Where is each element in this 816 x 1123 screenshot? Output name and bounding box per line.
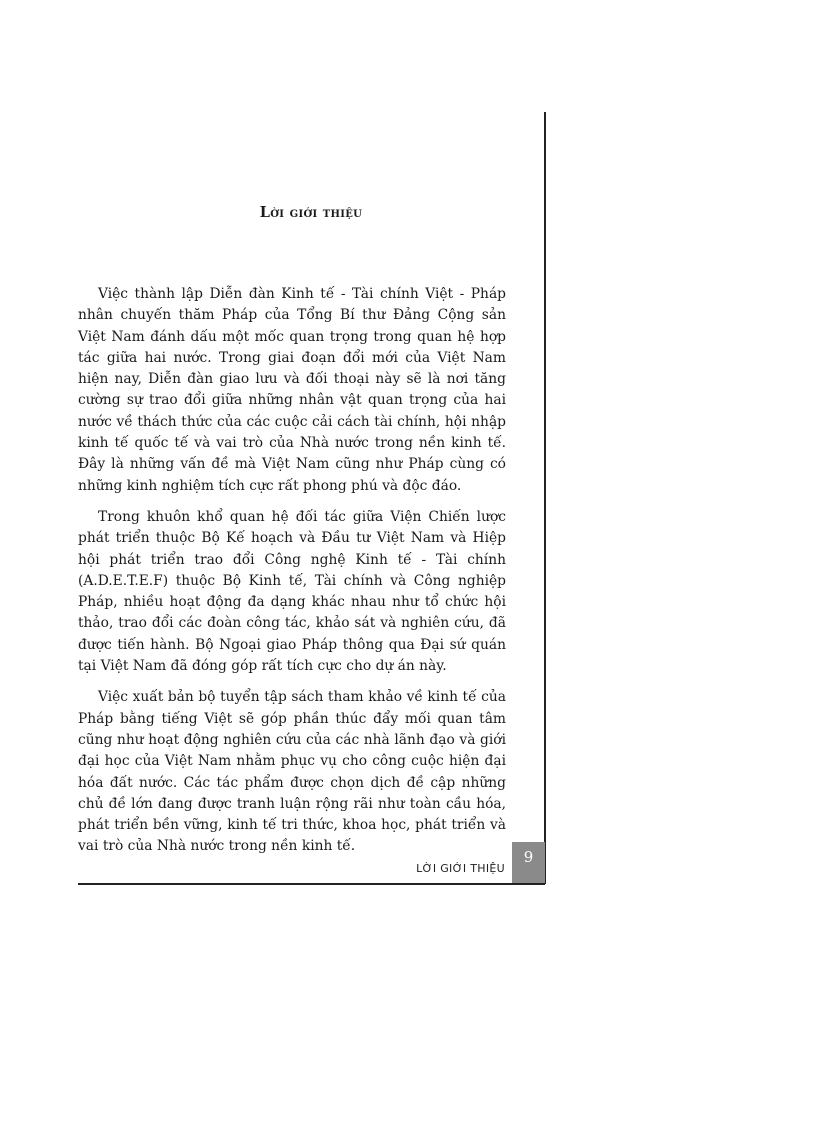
body-text — [78, 284, 506, 868]
footer-rule — [78, 883, 545, 885]
page-title: Lời giới thiệu — [259, 204, 363, 221]
running-footer-label: LỜI GIỚI THIỆU — [416, 862, 505, 875]
page-number: 9 — [512, 842, 545, 885]
paragraph-3: Việc xuất bản bộ tuyển tập sách tham khảo về kinh tế của Pháp bằng tiếng Việt sẽ góp phần thúc đẩy mối quan tâm cũng như hoạt động nghiên cứu của các nhà lãnh đạo và giới đại học của Việt Nam nhằm phục vụ cho công cuộc hiện đại hóa đất nước. Các tác phẩm được chọn dịch đề cập những chủ đề lớn đang được tranh luận rộng rãi như toàn cầu hóa, phát triển bền vững, kinh tế tri thức, khoa học, phát triển và vai trò của Nhà nước trong nền kinh tế. — [78, 689, 506, 855]
paragraph-2: Trong khuôn khổ quan hệ đối tác giữa Viện Chiến lược phát triển thuộc Bộ Kế hoạch và Đầu tư Việt Nam và Hiệp hội phát triển trao đổi Công nghệ Kinh tế - Tài chính (A.D.E.T.E.F) thuộc Bộ Kinh tế, Tài chính và Công nghiệp Pháp, nhiều hoạt động đa dạng khác nhau như tổ chức hội thảo, trao đổi các đoàn công tác, khảo sát và nghiên cứu, đã được tiến hành. Bộ Ngoại giao Pháp thông qua Đại sứ quán tại Việt Nam đã đóng góp rất tích cực cho dự án này. — [78, 508, 506, 675]
paragraph-1: Việc thành lập Diễn đàn Kinh tế - Tài chính Việt - Pháp nhân chuyến thăm Pháp của Tổng Bí thư Đảng Cộng sản Việt Nam đánh dấu một mốc quan trọng trong quan hệ hợp tác giữa hai nước. Trong giai đoạn đổi mới của Việt Nam hiện nay, Diễn đàn giao lưu và đối thoại này sẽ là nơi tăng cường sự trao đổi giữa những nhân vật quan trọng của hai nước về thách thức của các cuộc cải cách tài chính, hội nhập kinh tế quốc tế và vai trò của Nhà nước trong nền kinh tế. Đây là những vấn đề mà Việt Nam cũng như Pháp cùng có những kinh nghiệm tích cực rất phong phú và độc đáo. — [78, 286, 506, 494]
right-margin-rule — [544, 112, 546, 884]
